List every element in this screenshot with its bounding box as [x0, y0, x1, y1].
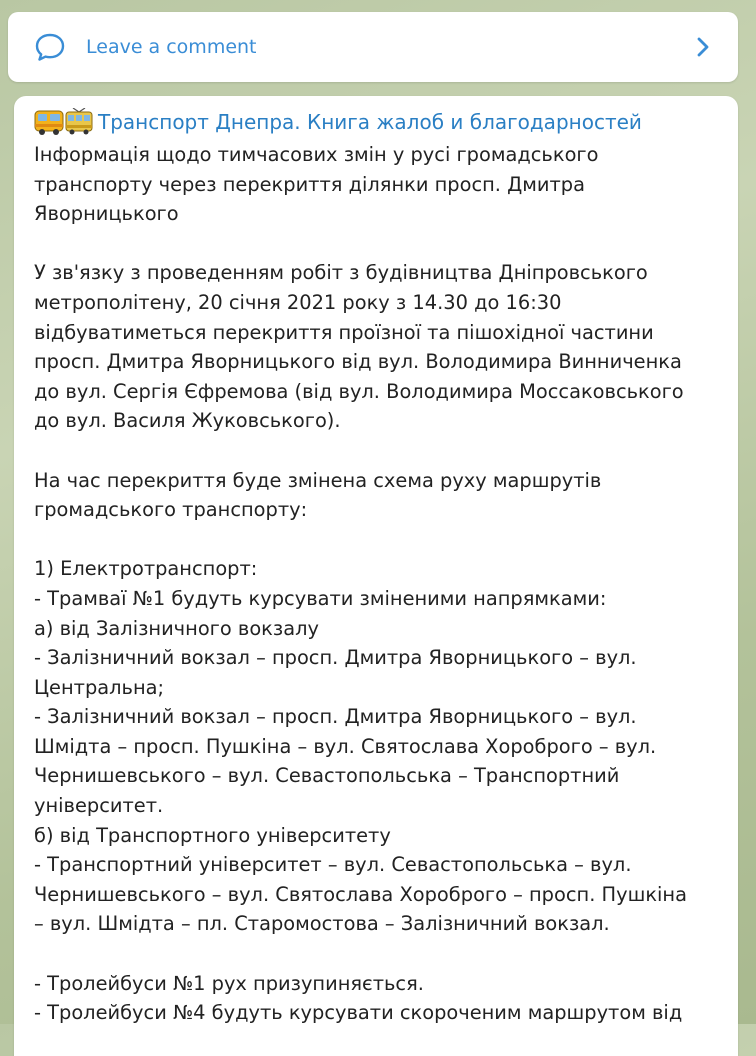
paragraph-line: Шмідта – просп. Пушкіна – вул. Святослава Хороброго – вул. — [34, 734, 657, 758]
message-bubble — [14, 96, 738, 1056]
paragraph-line: – вул. Шмідта – пл. Старомостова – Залізничний вокзал. — [34, 912, 610, 936]
paragraph-line: Чернишевського – вул. Святослава Хороброго – просп. Пушкіна — [34, 882, 687, 906]
paragraph-line: - Транспортний університет – вул. Севастопольська – вул. — [34, 853, 632, 877]
paragraph-line: - Тролейбуси №4 будуть курсувати скороченим маршрутом від — [34, 1001, 683, 1025]
paragraph-line: На час перекриття буде змінена схема руху маршрутів — [34, 468, 602, 492]
message-text — [34, 140, 728, 1028]
title-line: Інформація щодо тимчасових змін у русі громадського — [34, 143, 599, 166]
paragraph-line: громадського транспорту: — [34, 498, 308, 522]
paragraph-line: до вул. Василя Жуковського). — [34, 409, 341, 433]
paragraph-line: університет. — [34, 794, 164, 818]
paragraph-line: 1) Електротранспорт: — [34, 557, 258, 581]
title-line: Яворницького — [34, 202, 179, 226]
chat-bubble-icon — [34, 32, 68, 62]
leave-comment-bar[interactable] — [8, 12, 738, 82]
channel-header — [34, 104, 728, 140]
paragraph-line: відбуватиметься перекриття проїзної та пішохідної частини — [34, 320, 654, 344]
chevron-right-icon[interactable] — [696, 32, 716, 62]
leave-comment-label[interactable]: Leave a comment — [86, 36, 257, 58]
paragraph-line: метрополітену, 20 січня 2021 року з 14.30 до 16:30 — [34, 290, 562, 314]
paragraph-line: Центральна; — [34, 675, 165, 699]
paragraph-line: а) від Залізничного вокзалу — [34, 616, 319, 640]
paragraph-line: б) від Транспортного університету — [34, 823, 391, 847]
paragraph-line: У зв'язку з проведенням робіт з будівництва Дніпровського — [34, 261, 648, 285]
title-line: транспорту через перекриття ділянки просп. Дмитра — [34, 172, 585, 196]
paragraph-line: - Залізничний вокзал – просп. Дмитра Яворницького – вул. — [34, 705, 637, 729]
channel-name-link[interactable]: Транспорт Днепра. Книга жалоб и благодарностей — [98, 110, 642, 134]
bus-emoji-icon — [34, 108, 64, 136]
paragraph-line: - Трамваї №1 будуть курсувати зміненими напрямками: — [34, 586, 607, 610]
paragraph-line: просп. Дмитра Яворницького від вул. Володимира Винниченка — [34, 350, 682, 374]
tram-emoji-icon — [64, 108, 94, 136]
paragraph-line: - Залізничний вокзал – просп. Дмитра Яворницького – вул. — [34, 646, 637, 670]
paragraph-line: Чернишевського – вул. Севастопольська – Транспортний — [34, 764, 620, 788]
paragraph-line: до вул. Сергія Єфремова (від вул. Володимира Моссаковського — [34, 379, 684, 403]
paragraph-line: - Тролейбуси №1 рух призупиняється. — [34, 971, 424, 995]
